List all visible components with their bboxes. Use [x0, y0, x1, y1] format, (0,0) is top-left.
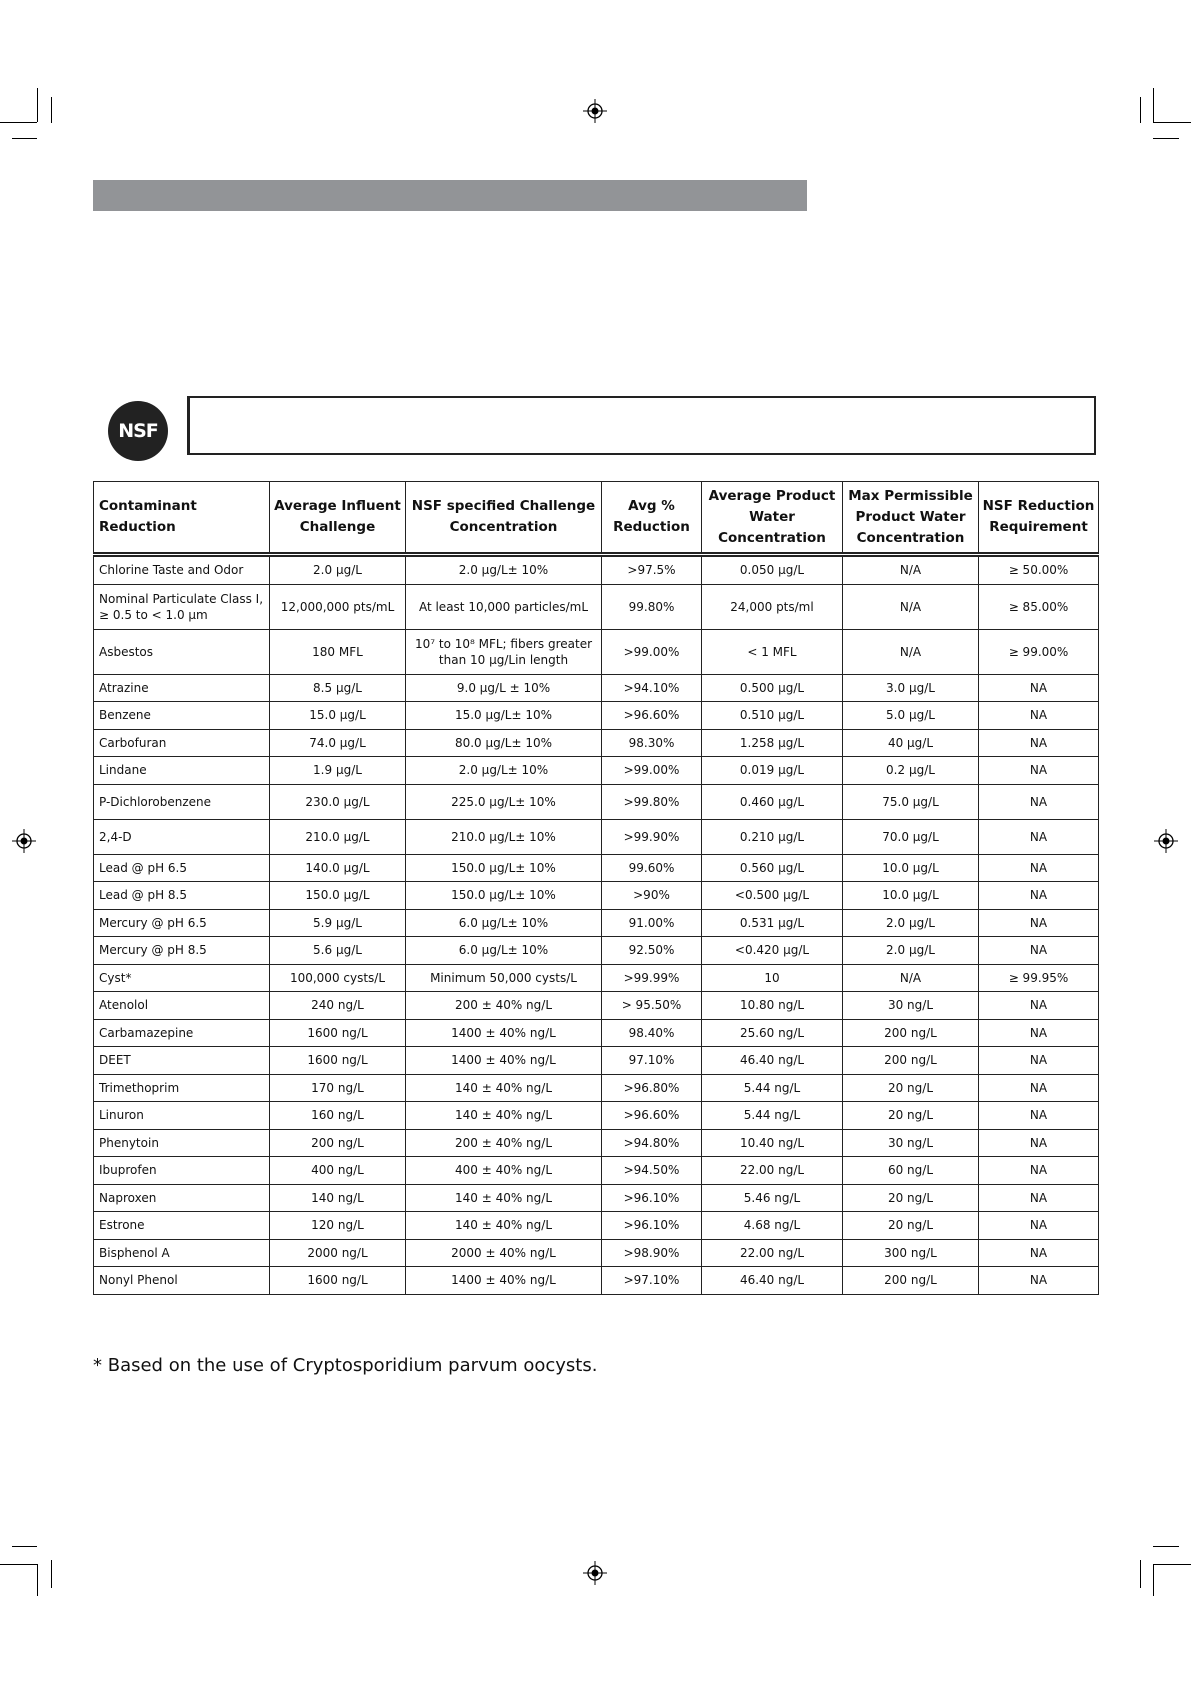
table-cell: NA [979, 992, 1099, 1020]
table-cell: 92.50% [602, 937, 702, 965]
table-cell: 5.0 µg/L [843, 702, 979, 730]
contaminant-name-cell: Atrazine [94, 674, 270, 702]
table-cell: 6.0 µg/L± 10% [406, 909, 602, 937]
table-row [94, 702, 1099, 730]
nsf-logo-text: NSF [118, 420, 158, 442]
contaminant-name-cell: Carbamazepine [94, 1019, 270, 1047]
table-cell: <0.420 µg/L [702, 937, 843, 965]
table-cell: ≥ 99.00% [979, 629, 1099, 674]
table-row [94, 937, 1099, 965]
registration-mark-icon [583, 1561, 607, 1585]
table-cell: 99.60% [602, 854, 702, 882]
table-cell: 80.0 µg/L± 10% [406, 729, 602, 757]
table-cell: >99.00% [602, 629, 702, 674]
table-row [94, 819, 1099, 854]
table-cell: 10.80 ng/L [702, 992, 843, 1020]
table-cell: 1.9 µg/L [270, 757, 406, 785]
table-cell: 200 ng/L [843, 1019, 979, 1047]
table-cell: 0.560 µg/L [702, 854, 843, 882]
column-header: Contaminant Reduction [94, 482, 270, 555]
table-row [94, 784, 1099, 819]
table-cell: 2000 ng/L [270, 1239, 406, 1267]
table-cell: NA [979, 1239, 1099, 1267]
table-cell: 25.60 ng/L [702, 1019, 843, 1047]
table-cell: 2.0 µg/L [843, 937, 979, 965]
table-cell: At least 10,000 particles/mL [406, 584, 602, 629]
table-cell: 22.00 ng/L [702, 1239, 843, 1267]
table-cell: 75.0 µg/L [843, 784, 979, 819]
contaminant-name-cell: Mercury @ pH 8.5 [94, 937, 270, 965]
table-cell: >97.5% [602, 555, 702, 585]
table-cell: 98.30% [602, 729, 702, 757]
column-header: Max Permissible Product Water Concentration [843, 482, 979, 555]
table-cell: 4.68 ng/L [702, 1212, 843, 1240]
table-cell: 0.460 µg/L [702, 784, 843, 819]
table-cell: NA [979, 729, 1099, 757]
contaminant-name-cell: P-Dichlorobenzene [94, 784, 270, 819]
table-cell: >96.60% [602, 1102, 702, 1130]
table-cell: >99.00% [602, 757, 702, 785]
table-cell: 60 ng/L [843, 1157, 979, 1185]
table-row [94, 1184, 1099, 1212]
registration-mark-icon [12, 829, 36, 853]
table-row [94, 729, 1099, 757]
table-cell: 1400 ± 40% ng/L [406, 1019, 602, 1047]
table-header-row [94, 482, 1099, 555]
table-cell: NA [979, 1129, 1099, 1157]
table-cell: >99.99% [602, 964, 702, 992]
contaminant-name-cell: Benzene [94, 702, 270, 730]
table-cell: < 1 MFL [702, 629, 843, 674]
table-cell: >97.10% [602, 1267, 702, 1295]
table-cell: 200 ng/L [843, 1047, 979, 1075]
table-cell: NA [979, 819, 1099, 854]
table-cell: NA [979, 1074, 1099, 1102]
table-cell: NA [979, 784, 1099, 819]
footnote: * Based on the use of Cryptosporidium parvum oocysts. [93, 1355, 598, 1376]
column-header: Average Product Water Concentration [702, 482, 843, 555]
table-cell: 30 ng/L [843, 992, 979, 1020]
table-cell: 12,000,000 pts/mL [270, 584, 406, 629]
table-cell: >98.90% [602, 1239, 702, 1267]
table-cell: 1400 ± 40% ng/L [406, 1267, 602, 1295]
table-cell: 30 ng/L [843, 1129, 979, 1157]
contaminant-name-cell: Nominal Particulate Class I, ≥ 0.5 to < 1.0 µm [94, 584, 270, 629]
contaminant-name-cell: Cyst* [94, 964, 270, 992]
registration-mark-icon [1154, 829, 1178, 853]
table-cell: 0.500 µg/L [702, 674, 843, 702]
table-cell: 120 ng/L [270, 1212, 406, 1240]
table-cell: 400 ng/L [270, 1157, 406, 1185]
table-cell: 180 MFL [270, 629, 406, 674]
table-cell: 46.40 ng/L [702, 1047, 843, 1075]
table-cell: 15.0 µg/L [270, 702, 406, 730]
table-row [94, 674, 1099, 702]
table-cell: >99.80% [602, 784, 702, 819]
table-cell: 0.2 µg/L [843, 757, 979, 785]
table-row [94, 882, 1099, 910]
table-cell: NA [979, 1047, 1099, 1075]
table-cell: ≥ 50.00% [979, 555, 1099, 585]
table-cell: 74.0 µg/L [270, 729, 406, 757]
table-cell: 140 ± 40% ng/L [406, 1074, 602, 1102]
contaminant-name-cell: Asbestos [94, 629, 270, 674]
table-cell: 160 ng/L [270, 1102, 406, 1130]
table-cell: 46.40 ng/L [702, 1267, 843, 1295]
table-cell: 10.0 µg/L [843, 882, 979, 910]
table-cell: 20 ng/L [843, 1074, 979, 1102]
table-cell: 140 ± 40% ng/L [406, 1212, 602, 1240]
table-cell: 200 ± 40% ng/L [406, 1129, 602, 1157]
table-cell: 2.0 µg/L [270, 555, 406, 585]
table-row [94, 629, 1099, 674]
table-cell: 0.050 µg/L [702, 555, 843, 585]
table-cell: N/A [843, 584, 979, 629]
table-row [94, 1102, 1099, 1130]
table-cell: 2.0 µg/L± 10% [406, 757, 602, 785]
table-cell: 0.019 µg/L [702, 757, 843, 785]
table-cell: 3.0 µg/L [843, 674, 979, 702]
table-cell: 6.0 µg/L± 10% [406, 937, 602, 965]
table-row [94, 1157, 1099, 1185]
table-cell: 20 ng/L [843, 1212, 979, 1240]
table-cell: N/A [843, 555, 979, 585]
table-cell: 210.0 µg/L [270, 819, 406, 854]
table-cell: 15.0 µg/L± 10% [406, 702, 602, 730]
table-cell: 10.40 ng/L [702, 1129, 843, 1157]
table-cell: 5.46 ng/L [702, 1184, 843, 1212]
table-cell: 22.00 ng/L [702, 1157, 843, 1185]
table-cell: 5.44 ng/L [702, 1074, 843, 1102]
table-row [94, 964, 1099, 992]
table-row [94, 584, 1099, 629]
table-row [94, 1074, 1099, 1102]
contaminant-name-cell: Lead @ pH 8.5 [94, 882, 270, 910]
contaminant-name-cell: Linuron [94, 1102, 270, 1130]
contaminant-name-cell: 2,4-D [94, 819, 270, 854]
table-cell: 200 ± 40% ng/L [406, 992, 602, 1020]
table-cell: 1600 ng/L [270, 1047, 406, 1075]
contaminant-name-cell: Lead @ pH 6.5 [94, 854, 270, 882]
table-cell: NA [979, 1102, 1099, 1130]
table-cell: NA [979, 674, 1099, 702]
table-cell: 10 [702, 964, 843, 992]
table-cell: 91.00% [602, 909, 702, 937]
table-cell: 2.0 µg/L± 10% [406, 555, 602, 585]
table-cell: 5.6 µg/L [270, 937, 406, 965]
table-cell: 5.9 µg/L [270, 909, 406, 937]
contaminant-name-cell: Trimethoprim [94, 1074, 270, 1102]
table-cell: NA [979, 1019, 1099, 1047]
table-row [94, 1019, 1099, 1047]
table-cell: 10⁷ to 10⁸ MFL; fibers greater than 10 µg/Lin length [406, 629, 602, 674]
table-cell: 97.10% [602, 1047, 702, 1075]
contaminant-name-cell: Chlorine Taste and Odor [94, 555, 270, 585]
table-cell: NA [979, 757, 1099, 785]
table-cell: >94.10% [602, 674, 702, 702]
contaminant-name-cell: Nonyl Phenol [94, 1267, 270, 1295]
contaminant-name-cell: Atenolol [94, 992, 270, 1020]
table-cell: 170 ng/L [270, 1074, 406, 1102]
table-cell: >94.80% [602, 1129, 702, 1157]
table-row [94, 1129, 1099, 1157]
table-cell: 150.0 µg/L [270, 882, 406, 910]
table-cell: Minimum 50,000 cysts/L [406, 964, 602, 992]
table-row [94, 909, 1099, 937]
table-cell: 150.0 µg/L± 10% [406, 854, 602, 882]
table-cell: >96.10% [602, 1212, 702, 1240]
table-cell: N/A [843, 964, 979, 992]
table-cell: 1600 ng/L [270, 1267, 406, 1295]
contaminant-name-cell: Naproxen [94, 1184, 270, 1212]
table-cell: 0.210 µg/L [702, 819, 843, 854]
contaminant-name-cell: Estrone [94, 1212, 270, 1240]
table-cell: 8.5 µg/L [270, 674, 406, 702]
table-cell: 5.44 ng/L [702, 1102, 843, 1130]
table-cell: ≥ 99.95% [979, 964, 1099, 992]
table-cell: 2000 ± 40% ng/L [406, 1239, 602, 1267]
contaminant-name-cell: Ibuprofen [94, 1157, 270, 1185]
table-cell: 70.0 µg/L [843, 819, 979, 854]
table-cell: 100,000 cysts/L [270, 964, 406, 992]
table-cell: 0.510 µg/L [702, 702, 843, 730]
table-cell: >96.10% [602, 1184, 702, 1212]
table-cell: NA [979, 937, 1099, 965]
contaminant-name-cell: Carbofuran [94, 729, 270, 757]
table-body [94, 555, 1099, 1295]
table-cell: 10.0 µg/L [843, 854, 979, 882]
table-row [94, 992, 1099, 1020]
table-cell: 300 ng/L [843, 1239, 979, 1267]
table-row [94, 555, 1099, 585]
table-cell: 98.40% [602, 1019, 702, 1047]
table-cell: 0.531 µg/L [702, 909, 843, 937]
contaminant-name-cell: Mercury @ pH 6.5 [94, 909, 270, 937]
contaminant-name-cell: Lindane [94, 757, 270, 785]
table-cell: 20 ng/L [843, 1102, 979, 1130]
table-cell: NA [979, 909, 1099, 937]
table-cell: 24,000 pts/ml [702, 584, 843, 629]
column-header: NSF specified Challenge Concentration [406, 482, 602, 555]
table-cell: NA [979, 854, 1099, 882]
table-cell: 210.0 µg/L± 10% [406, 819, 602, 854]
table-cell: 1600 ng/L [270, 1019, 406, 1047]
table-cell: 140 ± 40% ng/L [406, 1184, 602, 1212]
table-cell: NA [979, 702, 1099, 730]
table-row [94, 1267, 1099, 1295]
table-cell: 40 µg/L [843, 729, 979, 757]
contaminant-reduction-table [93, 481, 1099, 1295]
section-header-bar [93, 180, 807, 211]
column-header: Average Influent Challenge [270, 482, 406, 555]
contaminant-name-cell: Bisphenol A [94, 1239, 270, 1267]
contaminant-name-cell: DEET [94, 1047, 270, 1075]
table-cell: ≥ 85.00% [979, 584, 1099, 629]
table-cell: 99.80% [602, 584, 702, 629]
table-cell: 20 ng/L [843, 1184, 979, 1212]
table-cell: NA [979, 1157, 1099, 1185]
table-row [94, 854, 1099, 882]
table-row [94, 1239, 1099, 1267]
table-cell: NA [979, 882, 1099, 910]
certification-box [187, 396, 1096, 455]
table-cell: 140 ng/L [270, 1184, 406, 1212]
table-cell: >99.90% [602, 819, 702, 854]
table-row [94, 757, 1099, 785]
column-header: NSF Reduction Requirement [979, 482, 1099, 555]
table-cell: >96.60% [602, 702, 702, 730]
table-cell: >96.80% [602, 1074, 702, 1102]
table-cell: 200 ng/L [843, 1267, 979, 1295]
table-cell: 230.0 µg/L [270, 784, 406, 819]
table-cell: 1.258 µg/L [702, 729, 843, 757]
table-cell: 1400 ± 40% ng/L [406, 1047, 602, 1075]
table-cell: 200 ng/L [270, 1129, 406, 1157]
table-cell: <0.500 µg/L [702, 882, 843, 910]
table-cell: 140.0 µg/L [270, 854, 406, 882]
table-cell: 2.0 µg/L [843, 909, 979, 937]
nsf-logo [108, 401, 168, 461]
table-cell: 150.0 µg/L± 10% [406, 882, 602, 910]
column-header: Avg % Reduction [602, 482, 702, 555]
registration-mark-icon [583, 99, 607, 123]
table-cell: NA [979, 1184, 1099, 1212]
table-cell: N/A [843, 629, 979, 674]
table-row [94, 1047, 1099, 1075]
table-cell: 400 ± 40% ng/L [406, 1157, 602, 1185]
table-cell: >94.50% [602, 1157, 702, 1185]
table-cell: NA [979, 1267, 1099, 1295]
table-cell: 140 ± 40% ng/L [406, 1102, 602, 1130]
table-row [94, 1212, 1099, 1240]
table-cell: NA [979, 1212, 1099, 1240]
contaminant-name-cell: Phenytoin [94, 1129, 270, 1157]
table-cell: 9.0 µg/L ± 10% [406, 674, 602, 702]
table-cell: 240 ng/L [270, 992, 406, 1020]
table-cell: 225.0 µg/L± 10% [406, 784, 602, 819]
table-cell: > 95.50% [602, 992, 702, 1020]
table-cell: >90% [602, 882, 702, 910]
